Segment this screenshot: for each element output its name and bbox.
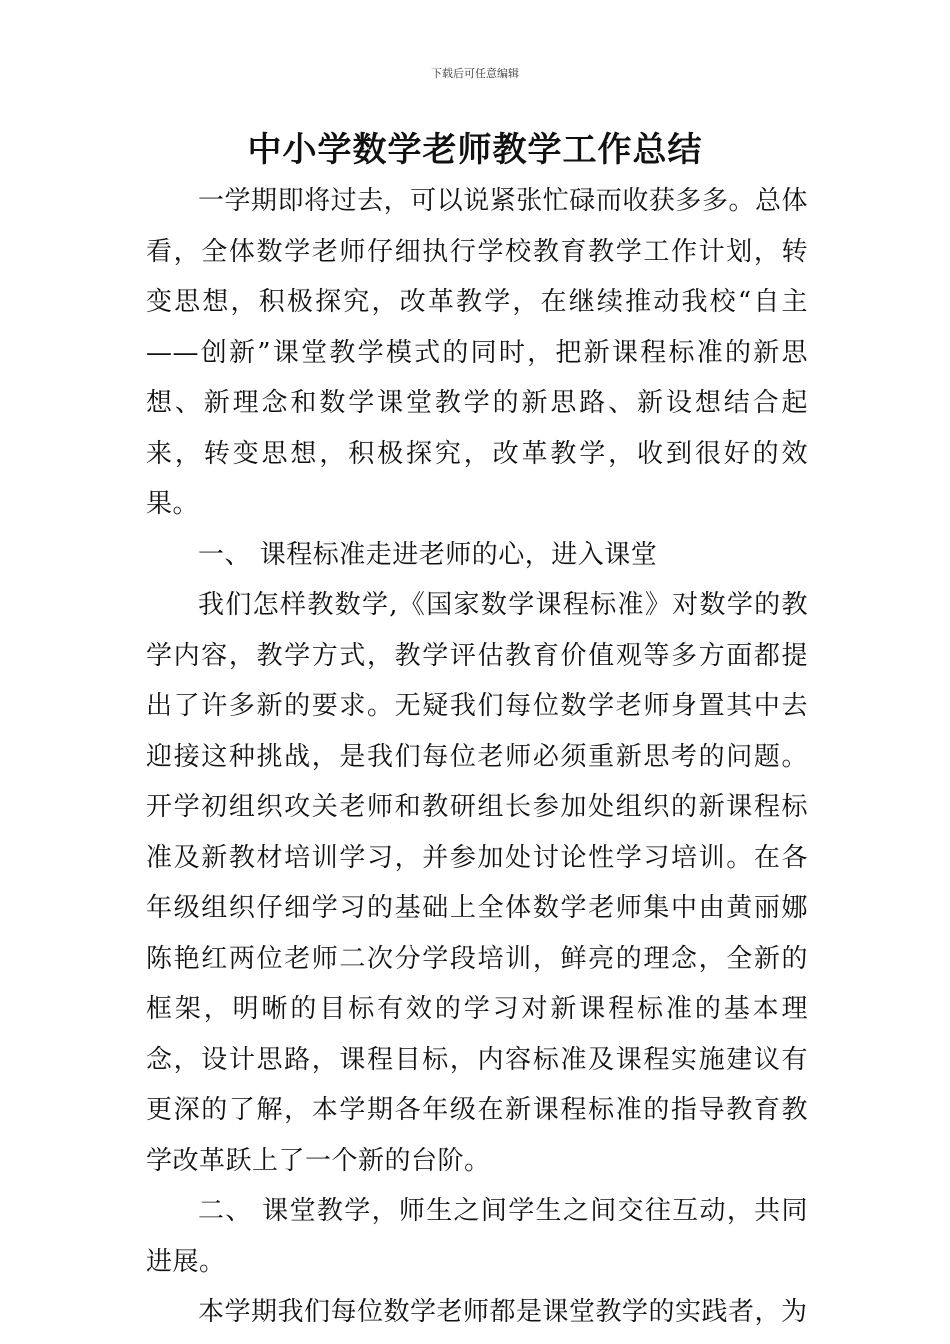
section-heading-1: 一、 课程标准走进老师的心，进入课堂	[198, 539, 658, 570]
document-body	[146, 176, 808, 1338]
intro-paragraph: 一学期即将过去，可以说紧张忙碌而收获多多。总体看，全体数学老师仔细执行学校教育教学工作计划，转变思想，积极探究，改革教学，在继续推动我校“自主——创新”课堂教学模式的同时，把新课程标准的新思想、新理念和数学课堂教学的新思路、新设想结合起来，转变思想，积极探究，改革教学，收到很好的效果。	[146, 186, 808, 519]
section-heading-2: 二、 课堂教学，师生之间学生之间交往互动，共同进展。	[146, 1196, 808, 1277]
document-title: 中小学数学老师教学工作总结	[247, 130, 703, 170]
section-1-paragraph: 我们怎样教数学,《国家数学课程标准》对数学的教学内容，教学方式，教学评估教育价值观等多方面都提出了许多新的要求。无疑我们每位数学老师身置其中去迎接这种挑战，是我们每位老师必须重新思考的问题。开学初组织攻关老师和教研组长参加处组织的新课程标准及新教材培训学习，并参加处讨论性学习培训。在各年级组织仔细学习的基础上全体数学老师集中由黄丽娜陈艳红两位老师二次分学段培训，鲜亮的理念，全新的框架，明晰的目标有效的学习对新课程标准的基本理念，设计思路，课程目标，内容标准及课程实施建议有更深的了解，本学期各年级在新课程标准的指导教育教学改革跃上了一个新的台阶。	[146, 590, 808, 1176]
header-note: 下载后可任意编辑	[431, 67, 519, 80]
section-2-paragraph: 本学期我们每位数学老师都是课堂教学的实践者，为	[198, 1297, 808, 1327]
